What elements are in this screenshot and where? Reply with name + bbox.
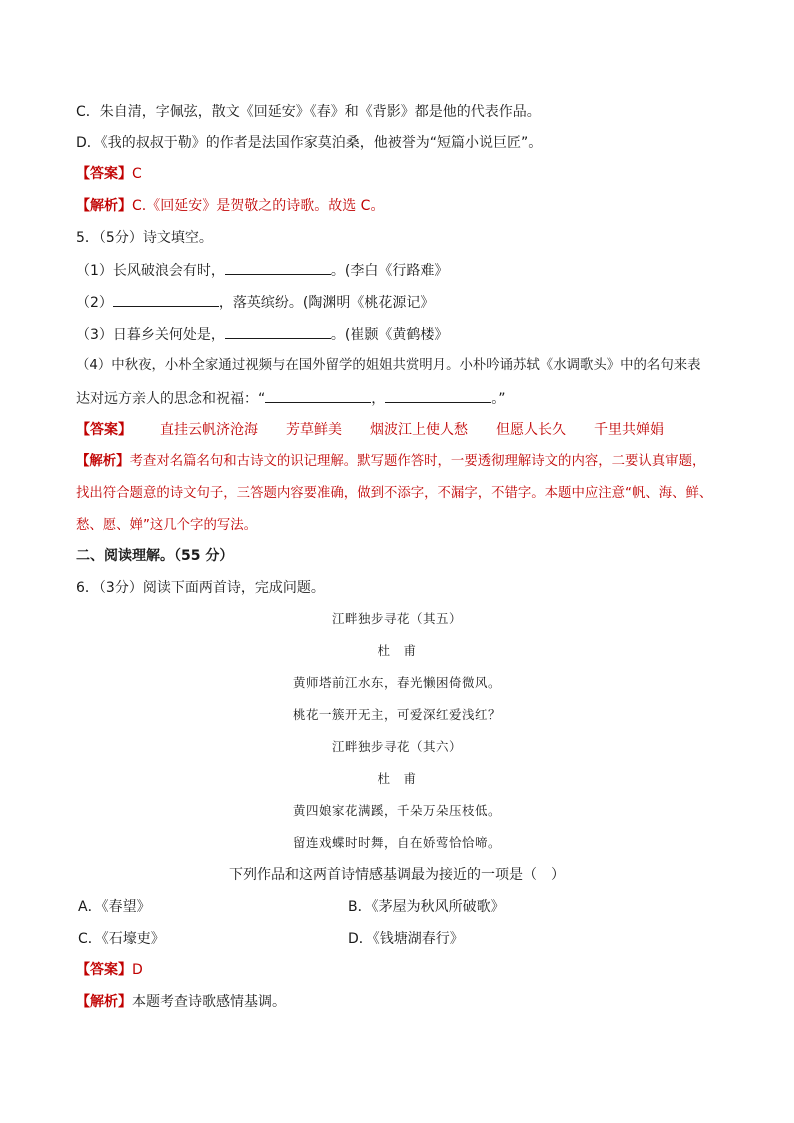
q5-title: 5．（5分）诗文填空。 <box>76 230 213 246</box>
poem-2-author: 杜 甫 <box>377 771 417 786</box>
q5-item-3 <box>76 324 448 345</box>
analysis-tag: 【解析】 <box>76 994 132 1010</box>
poem-2-line-2: 留连戏蝶时时舞，自在娇莺恰恰啼。 <box>292 835 501 850</box>
fill-blank <box>225 260 331 275</box>
q5-answer-line <box>76 420 664 440</box>
q5-analysis-text-1: 考查对名篇名句和古诗文的识记理解。默写题作答时，一要透彻理解诗文的内容，二要认真审题， <box>129 454 706 469</box>
q5-item-2 <box>76 292 434 313</box>
q5-analysis-line-3: 愁、愿、婵”这几个字的写法。 <box>76 518 258 533</box>
q5-item-2-text: （2） <box>76 295 113 311</box>
q6-analysis: 本题考查诗歌感情基调。 <box>132 994 286 1010</box>
answer-tag: 【答案】 <box>76 962 132 978</box>
q5-answer-2: 芳草鲜美 <box>286 422 342 438</box>
q6-option-a: A．《春望》 <box>78 899 151 915</box>
q6-option-b: B．《茅屋为秋风所破歌》 <box>348 899 505 915</box>
q5-item-1 <box>76 260 448 281</box>
q5-answer-1: 直挂云帆济沧海 <box>160 422 258 438</box>
q5-item-2-source: ，落英缤纷。(陶渊明《桃花源记》 <box>218 295 435 311</box>
poem-1-line-2: 桃花一簇开无主，可爱深红爱浅红？ <box>292 707 501 722</box>
analysis-tag: 【解析】 <box>76 454 130 469</box>
q5-item-4-line-2 <box>76 388 506 409</box>
section-title: 二、阅读理解。（55 分） <box>76 548 234 564</box>
q6-analysis-line <box>76 992 286 1012</box>
q4-option-d: D．《我的叔叔于勒》的作者是法国作家莫泊桑，他被誉为“短篇小说巨匠”。 <box>76 135 543 151</box>
fill-blank <box>225 324 331 339</box>
poem-2-line-1: 黄四娘家花满蹊，千朵万朵压枝低。 <box>292 803 501 818</box>
analysis-tag: 【解析】 <box>76 198 132 214</box>
q5-answer-5: 千里共婵娟 <box>594 422 664 438</box>
closing-quote: 。” <box>491 391 506 407</box>
answer-tag: 【答案】 <box>76 422 132 438</box>
q5-analysis-line-2: 找出符合题意的诗文句子，三答题内容要准确，做到不添字，不漏字，不错字。本题中应注意“帆、海、鲜、 <box>76 486 713 501</box>
poem-1-line-1: 黄师塔前江水东，春光懒困倚微风。 <box>292 675 501 690</box>
q5-item-4-line-1: （4）中秋夜，小朴全家通过视频与在国外留学的姐姐共赏明月。小朴吟诵苏轼《水调歌头》中的名句来表 <box>76 358 701 373</box>
q5-answer-3: 烟波江上使人愁 <box>370 422 468 438</box>
q6-answer: D <box>132 962 143 978</box>
q4-analysis: C.《回延安》是贺敬之的诗歌。故选 C。 <box>132 198 385 214</box>
q6-question: 下列作品和这两首诗情感基调最为接近的一项是（ ） <box>229 867 565 883</box>
comma: ， <box>371 391 386 407</box>
answer-tag: 【答案】 <box>76 166 132 182</box>
q5-item-3-text: （3）日暮乡关何处是， <box>76 327 225 343</box>
q4-answer: C <box>132 166 142 182</box>
q5-item-1-source: 。(李白《行路难》 <box>330 263 449 279</box>
q5-item-1-text: （1）长风破浪会有时， <box>76 263 225 279</box>
poem-1-author: 杜 甫 <box>377 643 417 658</box>
q6-option-d: D．《钱塘湖春行》 <box>348 931 464 947</box>
fill-blank <box>265 388 371 403</box>
q4-analysis-line <box>76 196 384 216</box>
q6-answer-line <box>76 960 143 980</box>
q6-title: 6．（3分）阅读下面两首诗，完成问题。 <box>76 580 325 596</box>
q4-option-c: C．朱自清，字佩弦，散文《回延安》《春》和《背影》都是他的代表作品。 <box>76 104 541 120</box>
fill-blank <box>385 388 491 403</box>
q6-option-c: C．《石壕吏》 <box>78 931 165 947</box>
q4-answer-line <box>76 164 142 184</box>
poem-2-title: 江畔独步寻花（其六） <box>331 739 462 754</box>
q5-item-3-source: 。(崔颢《黄鹤楼》 <box>330 327 449 343</box>
q5-analysis-line-1 <box>76 452 705 472</box>
q5-answer-4: 但愿人长久 <box>496 422 566 438</box>
poem-1-title: 江畔独步寻花（其五） <box>331 611 462 626</box>
fill-blank <box>113 292 219 307</box>
q5-item-4-text: 达对远方亲人的思念和祝福：“ <box>76 391 266 407</box>
